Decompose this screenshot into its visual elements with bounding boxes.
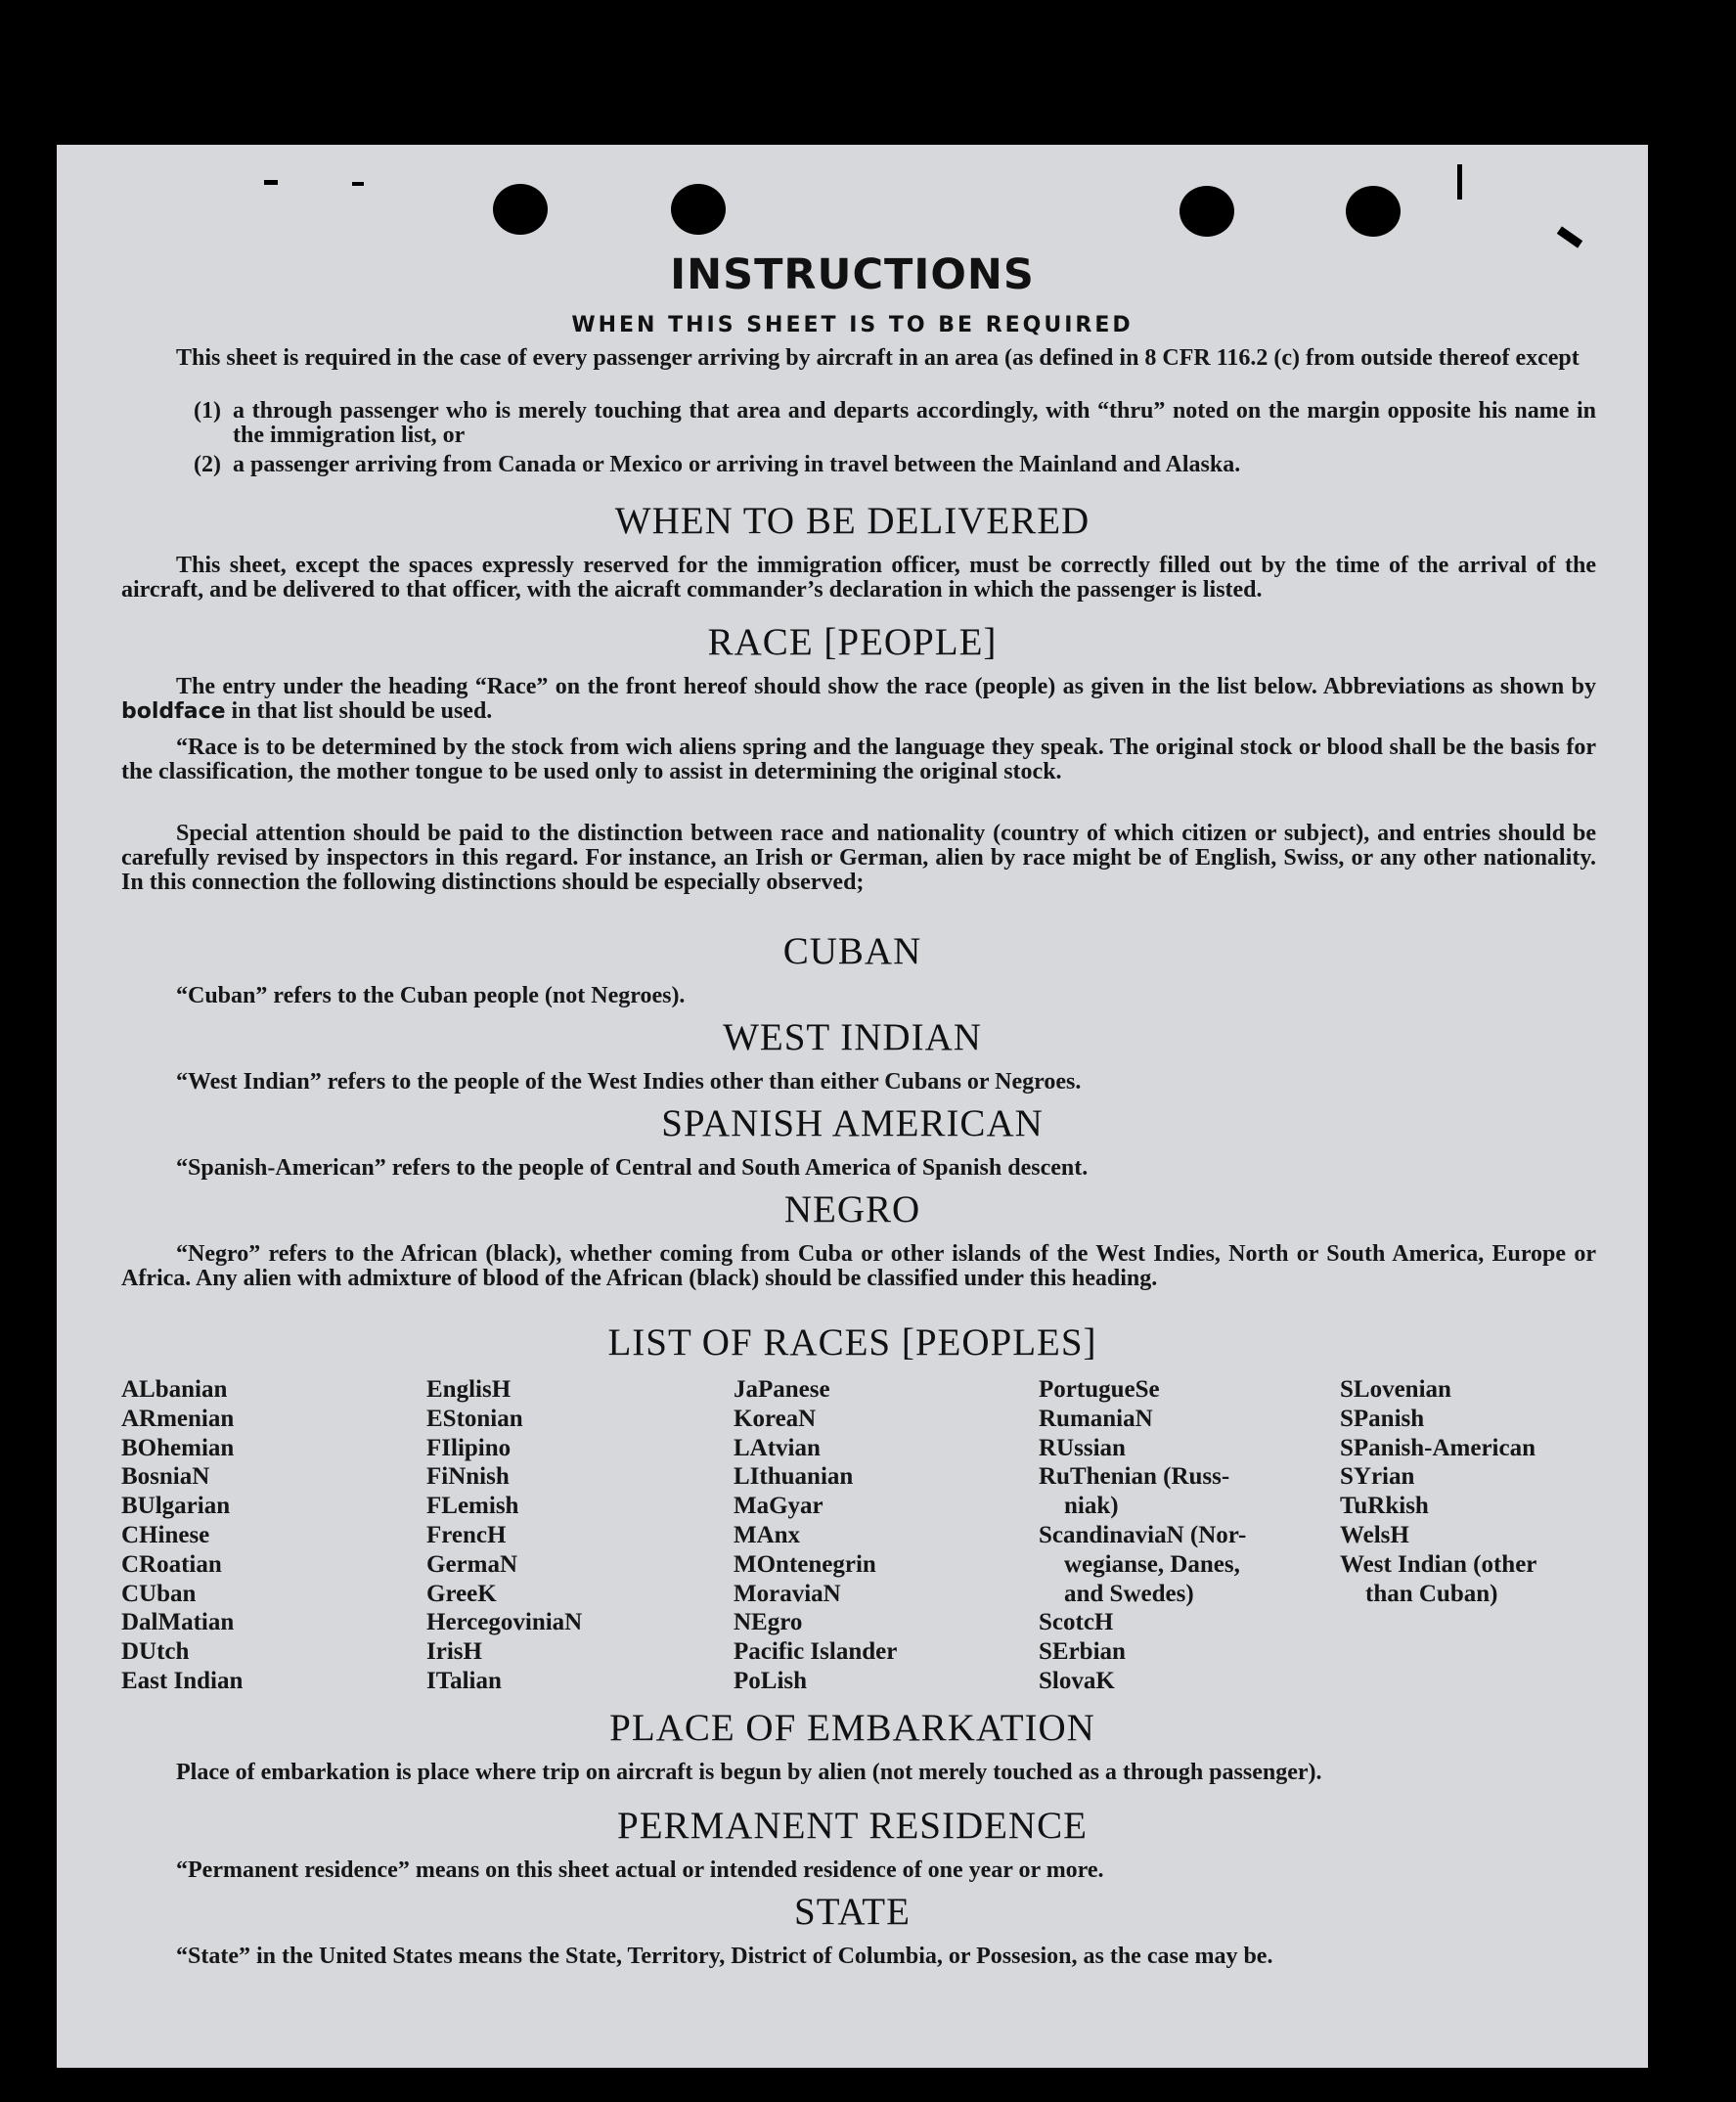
race-item: RuThenian (Russ-: [1039, 1463, 1230, 1491]
race-item: SYrian: [1340, 1463, 1415, 1491]
race-column-4: [1039, 1375, 1246, 1696]
race-item: KoreaN: [734, 1405, 817, 1432]
race-item-continuation: and Swedes): [1064, 1580, 1194, 1607]
race-item: PortugueSe: [1039, 1376, 1160, 1403]
race-column-3: [734, 1375, 897, 1696]
exception-text: a through passenger who is merely touching that area and departs accordingly, with “thru” noted on the margin opposite his name in the immigration list, or: [233, 398, 1596, 448]
race-item: CHinese: [121, 1521, 210, 1548]
punch-hole: [1180, 186, 1234, 237]
section-heading-race: RACE [PEOPLE]: [707, 621, 998, 663]
race-item: MOntenegrin: [734, 1550, 876, 1578]
race-item: SlovaK: [1039, 1667, 1115, 1694]
race-item-continuation: than Cuban): [1365, 1580, 1498, 1607]
race-item: GermaN: [426, 1550, 518, 1578]
race-item: BOhemian: [121, 1434, 235, 1461]
exception-text: a passenger arriving from Canada or Mexico or arriving in travel between the Mainland and Alaska.: [233, 452, 1241, 477]
cuban-text: “Cuban” refers to the Cuban people (not Negroes).: [176, 983, 686, 1008]
race-item: ARmenian: [121, 1405, 235, 1432]
race-item: FrencH: [426, 1521, 507, 1548]
race-boldface-word: boldface: [121, 699, 226, 724]
section-heading-negro: NEGRO: [783, 1188, 921, 1230]
race-item: MaGyar: [734, 1493, 823, 1520]
negro-text: “Negro” refers to the African (black), whether coming from Cuba or other islands of the West Indies, North or South America, Europe or Africa. Any alien with admixture of blood of the African (black) should be classified under this heading.: [121, 1241, 1596, 1291]
section-heading-embarkation: PLACE OF EMBARKATION: [609, 1707, 1095, 1749]
race-item-continuation: wegianse, Danes,: [1064, 1550, 1240, 1578]
race-column-5: [1340, 1375, 1536, 1608]
race-item: FIlipino: [426, 1434, 512, 1461]
race-item: TuRkish: [1340, 1493, 1429, 1520]
ink-speck: [264, 180, 278, 185]
race-text: The entry under the heading “Race” on the front hereof should show the race (people) as given in the list below. Abbreviations as shown by: [176, 674, 1596, 699]
race-item: SPanish-American: [1340, 1434, 1536, 1461]
race-item: ScandinaviaN (Nor-: [1039, 1521, 1247, 1548]
exception-number: (2): [194, 452, 221, 477]
race-item: West Indian (other: [1340, 1550, 1537, 1578]
race-item: WelsH: [1340, 1521, 1409, 1548]
race-paragraph-1: [121, 675, 1596, 724]
race-item: DUtch: [121, 1638, 190, 1666]
race-item: PoLish: [734, 1667, 808, 1694]
spanish-american-text: “Spanish-American” refers to the people of Central and South America of Spanish descent.: [176, 1155, 1089, 1181]
race-item: LIthuanian: [734, 1463, 854, 1491]
section-heading-cuban: CUBAN: [782, 930, 922, 972]
race-item: ITalian: [426, 1667, 502, 1694]
document-sheet: [57, 145, 1648, 2068]
race-item: BosniaN: [121, 1463, 210, 1491]
west-indian-text: “West Indian” refers to the people of the West Indies other than either Cubans or Negroes.: [176, 1069, 1082, 1095]
ink-speck: [1557, 226, 1582, 247]
race-item: GreeK: [426, 1580, 497, 1607]
section-heading-spanish-american: SPANISH AMERICAN: [661, 1102, 1044, 1144]
race-item: FiNnish: [426, 1463, 510, 1491]
race-item: FLemish: [426, 1493, 519, 1520]
race-column-1: [121, 1375, 243, 1696]
race-item: DalMatian: [121, 1609, 235, 1636]
delivered-text: This sheet, except the spaces expressly reserved for the immigration officer, must be correctly filled out by the time of the arrival of the aircraft, and be delivered to that officer, with the aicraft commander’s declaration in which the passenger is listed.: [121, 553, 1596, 603]
race-item: LAtvian: [734, 1434, 821, 1461]
race-item: MAnx: [734, 1521, 801, 1548]
punch-hole: [493, 184, 548, 235]
exception-item-1: [194, 398, 1596, 448]
punch-hole: [1346, 186, 1401, 237]
race-item: CUban: [121, 1580, 197, 1607]
race-item: BUlgarian: [121, 1493, 231, 1520]
race-item: RumaniaN: [1039, 1405, 1153, 1432]
race-item: NEgro: [734, 1609, 803, 1636]
race-item: MoraviaN: [734, 1580, 841, 1607]
race-item: RUssian: [1039, 1434, 1126, 1461]
race-item: ALbanian: [121, 1376, 228, 1403]
race-item: Pacific Islander: [734, 1638, 898, 1666]
section-heading-state: STATE: [794, 1891, 911, 1933]
race-paragraph-3: Special attention should be paid to the distinction between race and nationality (country of which citizen or subject), and entries should be carefully revised by inspectors in this regard. For instance, an Irish or German, alien by race might be of English, Swiss, or any other nationality. In this connection the following distinctions should be especially observed;: [121, 821, 1596, 895]
punch-hole: [671, 184, 726, 235]
race-paragraph-2: “Race is to be determined by the stock from wich aliens spring and the language they speak. The original stock or blood shall be the basis for the classification, the mother tongue to be used only to assist in determining the original stock.: [121, 735, 1596, 784]
state-text: “State” in the United States means the State, Territory, District of Columbia, or Possesion, as the case may be.: [176, 1944, 1273, 1969]
race-item: SErbian: [1039, 1638, 1126, 1666]
race-item: CRoatian: [121, 1550, 222, 1578]
section-heading-delivered: WHEN TO BE DELIVERED: [614, 500, 1091, 542]
exception-number: (1): [194, 398, 221, 424]
race-item: ScotcH: [1039, 1609, 1114, 1636]
page-subtitle: WHEN THIS SHEET IS TO BE REQUIRED: [571, 313, 1134, 337]
race-item: IrisH: [426, 1638, 482, 1666]
required-intro: This sheet is required in the case of every passenger arriving by aircraft in an area (as defined in 8 CFR 116.2 (c) from outside thereof except: [176, 345, 1580, 371]
section-heading-west-indian: WEST INDIAN: [723, 1016, 982, 1058]
page-title: INSTRUCTIONS: [670, 250, 1035, 299]
race-item: SPanish: [1340, 1405, 1425, 1432]
race-column-2: [426, 1375, 582, 1696]
exception-item-2: [194, 452, 1596, 477]
race-item: SLovenian: [1340, 1376, 1451, 1403]
section-heading-residence: PERMANENT RESIDENCE: [617, 1805, 1088, 1847]
race-item: JaPanese: [734, 1376, 830, 1403]
race-item-continuation: niak): [1064, 1493, 1119, 1520]
residence-text: “Permanent residence” means on this sheet actual or intended residence of one year or more.: [176, 1857, 1104, 1883]
race-item: East Indian: [121, 1667, 244, 1694]
race-item: EStonian: [426, 1405, 523, 1432]
race-item: HercegoviniaN: [426, 1609, 583, 1636]
section-heading-list-of-races: LIST OF RACES [PEOPLES]: [607, 1321, 1097, 1364]
embarkation-text: Place of embarkation is place where trip on aircraft is begun by alien (not merely touched as a through passenger).: [176, 1760, 1322, 1785]
race-text: in that list should be used.: [225, 698, 493, 724]
ink-speck: [1457, 164, 1462, 200]
ink-speck: [352, 182, 364, 186]
race-item: EnglisH: [426, 1376, 512, 1403]
